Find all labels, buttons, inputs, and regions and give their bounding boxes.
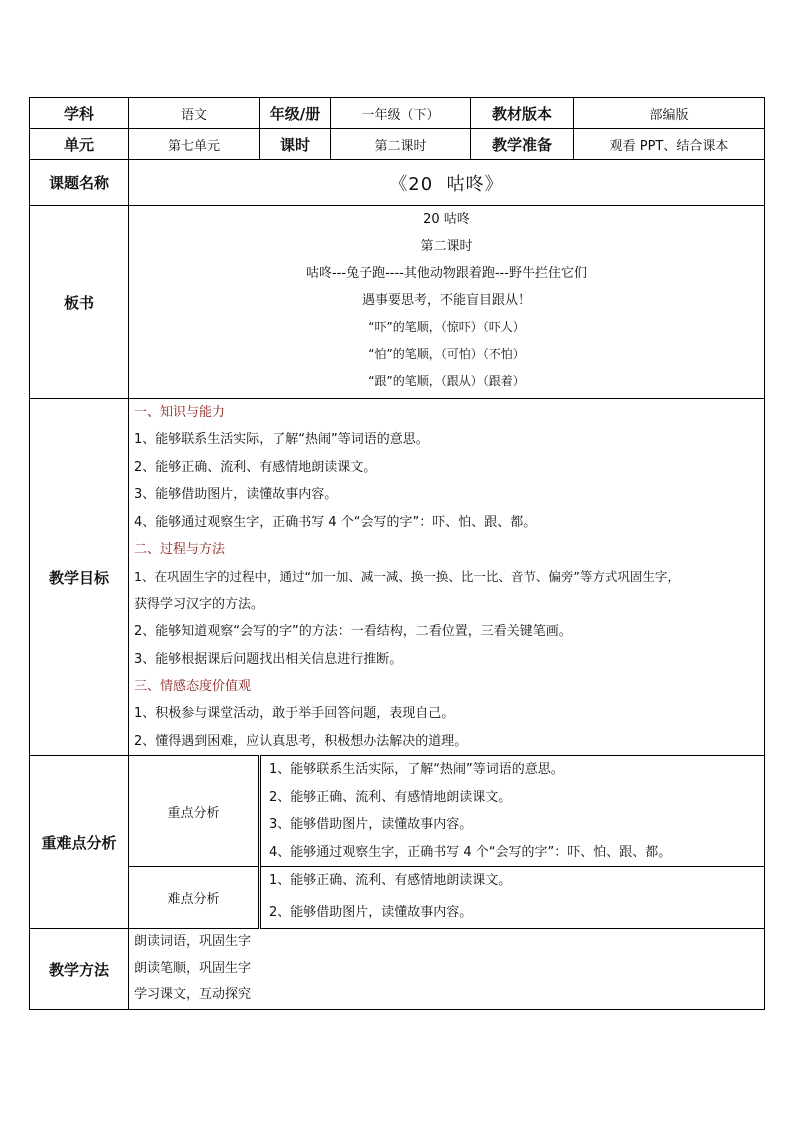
section-heading: 三、情感态度价值观 <box>134 679 252 695</box>
row-subject <box>30 98 765 129</box>
unit-value: 第七单元 <box>129 129 260 160</box>
list-item: 学习课文，互动探究 <box>134 987 252 1003</box>
row-unit <box>30 129 765 160</box>
list-item: 朗读笔顺，巩固生字 <box>134 960 252 976</box>
section-heading: 一、知识与能力 <box>134 405 226 420</box>
objectives-label: 教学目标 <box>30 399 129 756</box>
methods-label: 教学方法 <box>30 929 129 1010</box>
edition-label: 教材版本 <box>471 98 574 129</box>
unit-label: 单元 <box>30 129 129 160</box>
topic-value: 《20 咕咚》 <box>129 160 765 206</box>
board-line: 咕咚---兔子跑----其他动物跟着跑---野牛拦住它们 <box>306 266 587 281</box>
row-topic <box>30 160 765 206</box>
grade-label: 年级/册 <box>260 98 331 129</box>
difficulty-analysis-label: 难点分析 <box>129 867 260 929</box>
list-item: 2、能够正确、流利、有感情地朗读课文。 <box>134 459 377 475</box>
key-analysis-content <box>260 756 765 867</box>
difficulty-analysis-content <box>260 867 765 929</box>
list-item: 1、能够正确、流利、有感情地朗读课文。 <box>269 873 512 889</box>
board-line: “吓”的笔顺，（惊吓）（吓人） <box>368 320 525 334</box>
row-objectives <box>30 399 765 756</box>
period-label: 课时 <box>260 129 331 160</box>
list-item: 3、能够根据课后问题找出相关信息进行推断。 <box>134 651 403 667</box>
list-item: 1、在巩固生字的过程中，通过“加一加、减一减、换一换、比一比、音节、偏旁”等方式巩固生字， <box>134 569 680 585</box>
board-line: 第二课时 <box>420 239 473 254</box>
list-item: 朗读词语，巩固生字 <box>134 934 252 950</box>
subject-label: 学科 <box>30 98 129 129</box>
period-value: 第二课时 <box>331 129 471 160</box>
row-key-analysis <box>30 756 765 867</box>
list-item: 3、能够借助图片，读懂故事内容。 <box>134 487 338 503</box>
list-item: 4、能够通过观察生字，正确书写 4 个“会写的字”：吓、怕、跟、都。 <box>269 844 672 860</box>
objectives-content <box>129 399 765 756</box>
row-methods <box>30 929 765 1010</box>
list-item: 1、能够联系生活实际，了解“热闹”等词语的意思。 <box>134 432 429 448</box>
board-line: “怕”的笔顺，（可怕）（不怕） <box>368 347 525 361</box>
lesson-plan-table <box>29 97 765 1010</box>
board-line: 20 咕咚 <box>423 212 470 227</box>
section-heading: 二、过程与方法 <box>134 542 226 558</box>
list-item: 2、能够知道观察“会写的字”的方法：一看结构，二看位置，三看关键笔画。 <box>134 624 572 640</box>
edition-value: 部编版 <box>574 98 765 129</box>
list-item: 1、能够联系生活实际，了解“热闹”等词语的意思。 <box>269 762 564 778</box>
subject-value: 语文 <box>129 98 260 129</box>
board-content <box>129 206 765 399</box>
list-item: 2、能够正确、流利、有感情地朗读课文。 <box>269 789 512 805</box>
topic-label: 课题名称 <box>30 160 129 206</box>
board-label: 板书 <box>30 206 129 399</box>
list-item: 获得学习汉字的方法。 <box>134 596 265 612</box>
prep-value: 观看 PPT、结合课本 <box>574 129 765 160</box>
methods-content <box>129 929 765 1010</box>
list-item: 2、能够借助图片，读懂故事内容。 <box>269 904 473 920</box>
row-board <box>30 206 765 399</box>
list-item: 4、能够通过观察生字，正确书写 4 个“会写的字”：吓、怕、跟、都。 <box>134 514 537 530</box>
list-item: 3、能够借助图片，读懂故事内容。 <box>269 817 473 833</box>
list-item: 2、懂得遇到困难，应认真思考，积极想办法解决的道理。 <box>134 733 468 749</box>
board-line: 遇事要思考，不能盲目跟从！ <box>361 293 531 308</box>
analysis-label: 重难点分析 <box>30 756 129 929</box>
key-analysis-label: 重点分析 <box>129 756 260 867</box>
board-line: “跟”的笔顺，（跟从）（跟着） <box>368 374 525 388</box>
prep-label: 教学准备 <box>471 129 574 160</box>
grade-value: 一年级（下） <box>331 98 471 129</box>
list-item: 1、积极参与课堂活动，敢于举手回答问题，表现自己。 <box>134 706 455 722</box>
row-difficulty-analysis <box>30 867 765 929</box>
